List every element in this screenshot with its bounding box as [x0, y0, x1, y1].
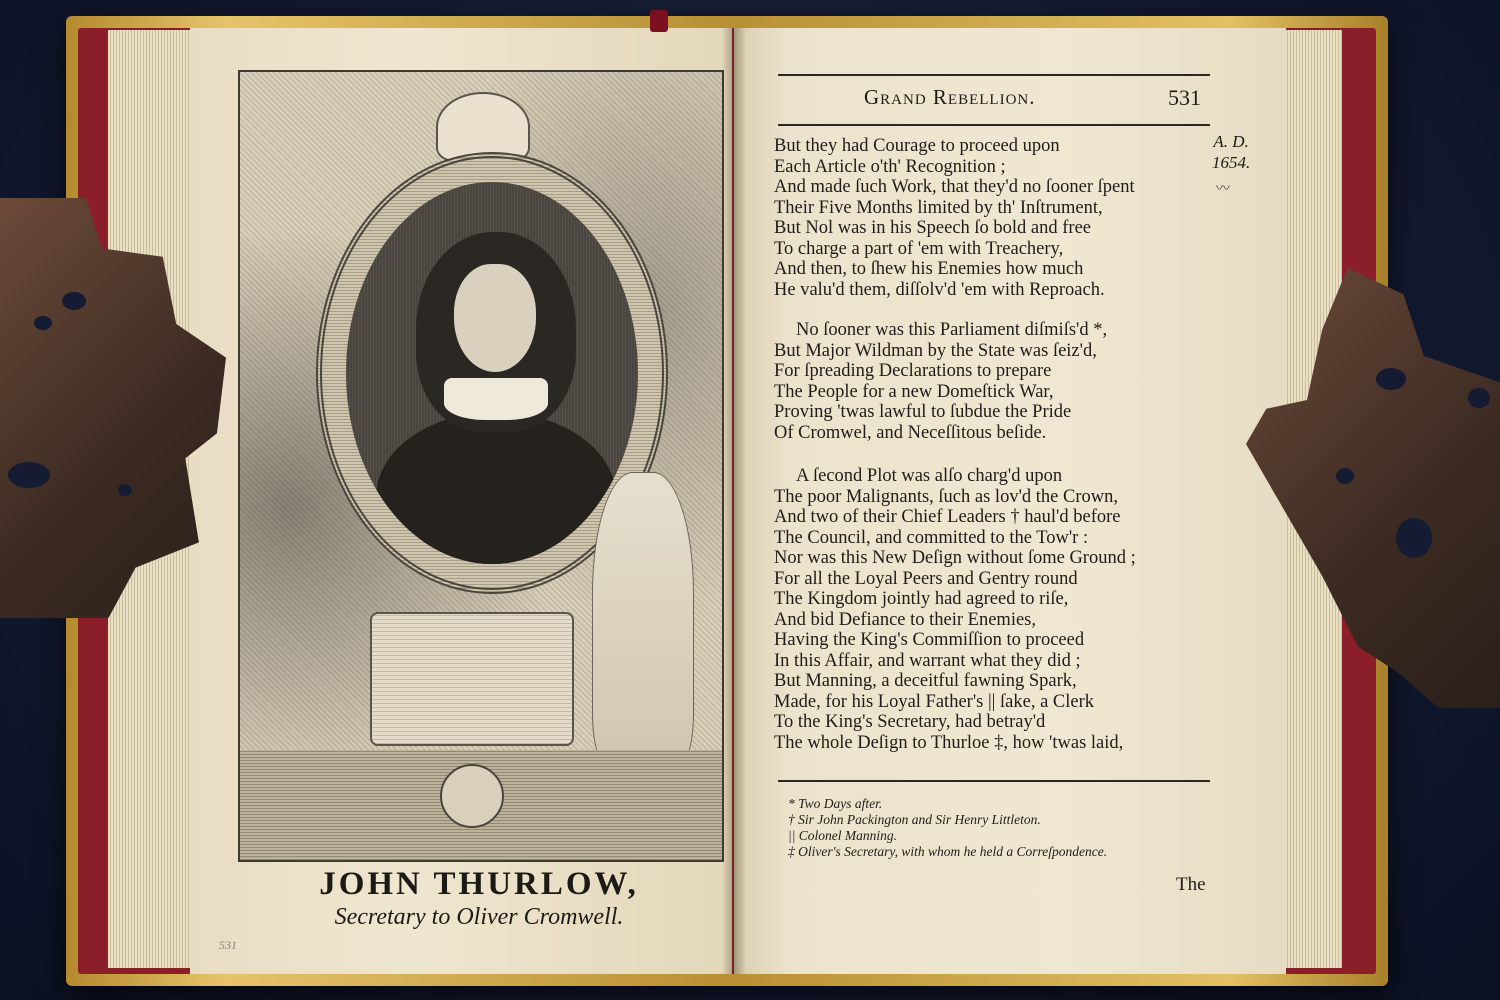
verse-line: He valu'd them, diſſolv'd 'em with Reproach.	[774, 279, 1105, 300]
verse-line: And made ſuch Work, that they'd no ſooner ſpent	[774, 177, 1135, 197]
verse-line: The poor Malignants, ſuch as lov'd the Crown,	[774, 486, 1118, 507]
stanza-3	[774, 466, 1136, 753]
running-title: Grand Rebellion.	[864, 85, 1036, 109]
book-gutter	[722, 28, 746, 974]
footnote: ‡ Oliver's Secretary, with whom he held a Correſpondence.	[788, 844, 1108, 859]
verse-line: To charge a part of 'em with Treachery,	[774, 238, 1064, 259]
verse-line: Of Cromwel, and Neceſſitous beſide.	[774, 422, 1047, 443]
verse-line: Nor was this New Deſign without ſome Ground ;	[774, 548, 1136, 568]
holder-hole	[1376, 368, 1406, 390]
holder-hole	[118, 484, 132, 496]
page-number: 531	[1168, 85, 1201, 110]
verse-line: The whole Deſign to Thurloe ‡, how 'twas laid,	[774, 732, 1124, 753]
portrait-face	[454, 264, 536, 372]
verse-line: Having the King's Commiſſion to proceed	[774, 630, 1085, 650]
verse-line: Made, for his Loyal Father's || ſake, a Clerk	[774, 691, 1095, 712]
verse-line: And bid Defiance to their Enemies,	[774, 609, 1036, 630]
verse-line: In this Affair, and warrant what they did ;	[774, 650, 1081, 671]
mask-ornament	[440, 764, 504, 828]
verse-line: To the King's Secretary, had betray'd	[774, 712, 1046, 732]
verse-line: But Nol was in his Speech ſo bold and free	[774, 218, 1092, 238]
verse-line: But they had Courage to proceed upon	[774, 136, 1060, 156]
holder-hole	[34, 316, 52, 330]
cherub-figure	[592, 472, 694, 774]
verse-line: And two of their Chief Leaders † haul'd before	[774, 507, 1121, 527]
verse-line: A ſecond Plot was alſo charg'd upon	[796, 466, 1063, 486]
plate-caption-name: JOHN THURLOW,	[319, 866, 639, 902]
verse-line: For all the Loyal Peers and Gentry round	[774, 568, 1078, 589]
margin-swash: 〰	[1216, 182, 1230, 197]
footnote: * Two Days after.	[788, 796, 883, 811]
verse-line: But Major Wildman by the State was ſeiz'd,	[774, 340, 1097, 361]
footnote-rule	[778, 780, 1210, 782]
portrait-engraving	[238, 70, 724, 862]
verse-line: For ſpreading Declarations to prepare	[774, 361, 1052, 381]
verse-line: The People for a new Domeſtick War,	[774, 381, 1054, 402]
verse-line: And then, to ſhew his Enemies how much	[774, 259, 1084, 279]
vignette-scene	[370, 612, 574, 746]
verse-line: The Kingdom jointly had agreed to riſe,	[774, 589, 1069, 609]
holder-hole	[8, 462, 50, 488]
holder-hole	[1468, 388, 1490, 408]
margin-note	[1212, 131, 1250, 173]
verse-line: The Council, and committed to the Tow'r :	[774, 527, 1089, 548]
pencil-note: 531	[219, 938, 237, 952]
verse-line: Each Article o'th' Recognition ;	[774, 156, 1006, 177]
portrait-body	[376, 412, 616, 564]
verse-line: No ſooner was this Parliament diſmiſs'd *,	[796, 320, 1108, 340]
plate-base	[240, 750, 722, 860]
stanza-1	[774, 136, 1135, 300]
portrait-collar	[444, 378, 548, 420]
margin-note-line: A. D.	[1213, 132, 1249, 151]
margin-note-line: 1654.	[1212, 153, 1251, 172]
footnote: || Colonel Manning.	[788, 828, 898, 843]
verse-line: But Manning, a deceitful fawning Spark,	[774, 671, 1077, 691]
plate-caption-subtitle: Secretary to Oliver Cromwell.	[334, 904, 624, 930]
bookmark-ribbon	[650, 10, 668, 32]
verse-line: Their Five Months limited by th' Inſtrument,	[774, 197, 1103, 218]
verse-line: Proving 'twas lawful to ſubdue the Pride	[774, 402, 1072, 422]
stanza-2	[774, 320, 1107, 443]
header-rule-top	[778, 74, 1210, 76]
holder-hole	[1336, 468, 1354, 484]
catchword: The	[1176, 874, 1206, 895]
portrait-oval	[346, 182, 638, 564]
holder-hole	[62, 292, 86, 310]
footnotes	[788, 796, 1107, 860]
footnote: † Sir John Packington and Sir Henry Littleton.	[788, 812, 1041, 827]
holder-hole	[1396, 518, 1432, 558]
header-rule-bottom	[778, 124, 1210, 126]
